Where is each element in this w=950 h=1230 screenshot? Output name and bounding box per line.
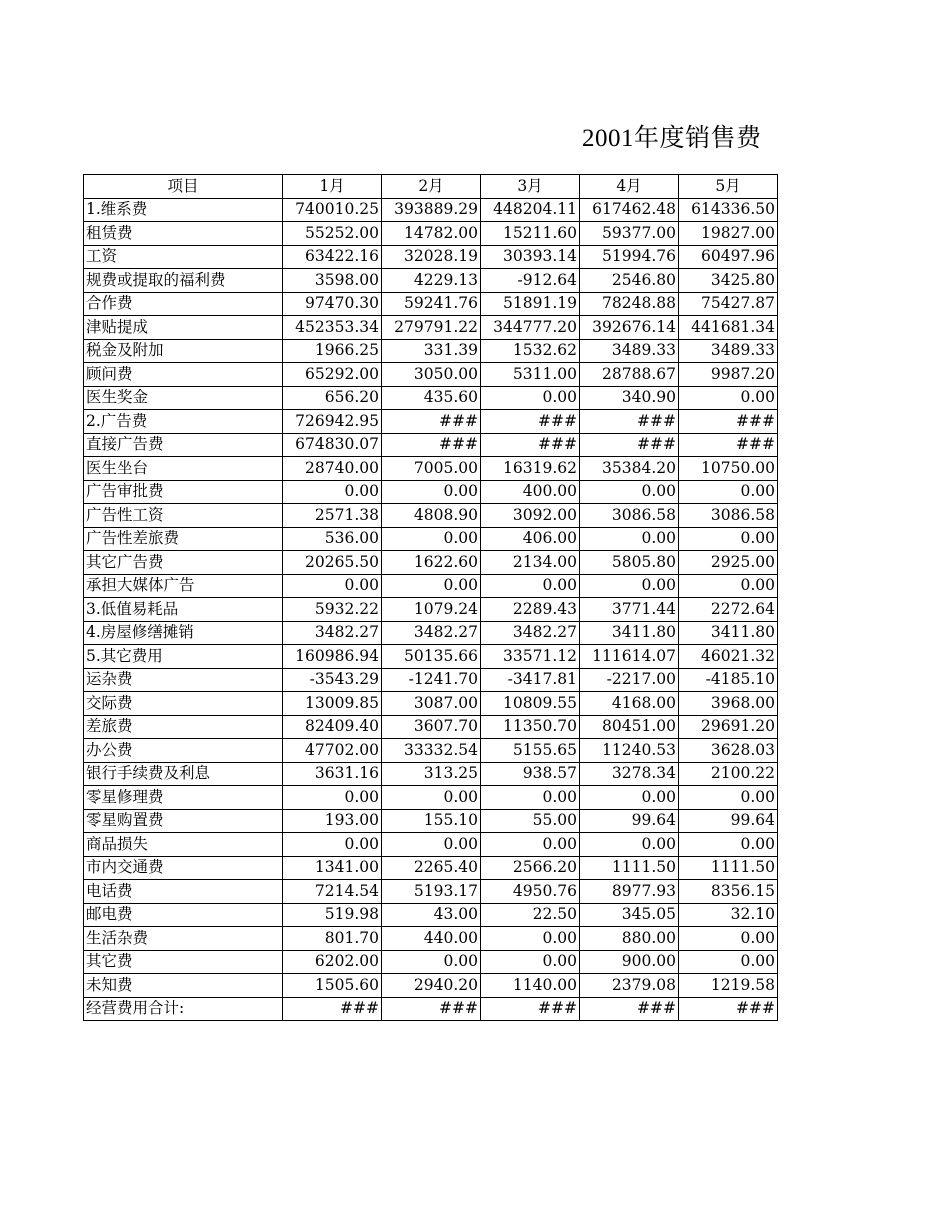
- value-cell-month-4[interactable]: 3771.44: [580, 598, 679, 622]
- value-cell-month-5[interactable]: 614336.50: [679, 198, 778, 222]
- value-cell-month-5[interactable]: 99.64: [679, 809, 778, 833]
- table-row: [84, 527, 778, 551]
- value-cell-month-3[interactable]: 33571.12: [481, 645, 580, 669]
- row-label-cell[interactable]: 广告性差旅费: [84, 527, 283, 551]
- value-cell-month-4[interactable]: 3278.34: [580, 762, 679, 786]
- value-cell-month-2[interactable]: 50135.66: [382, 645, 481, 669]
- value-cell-month-2[interactable]: 33332.54: [382, 739, 481, 763]
- value-cell-month-3[interactable]: 51891.19: [481, 292, 580, 316]
- value-cell-month-4[interactable]: 78248.88: [580, 292, 679, 316]
- value-cell-month-3[interactable]: 2289.43: [481, 598, 580, 622]
- value-cell-month-5[interactable]: ###: [679, 997, 778, 1021]
- value-cell-month-4[interactable]: 0.00: [580, 833, 679, 857]
- value-cell-month-3[interactable]: 5311.00: [481, 363, 580, 387]
- value-cell-month-5[interactable]: 10750.00: [679, 457, 778, 481]
- expense-table: [83, 174, 778, 1021]
- value-cell-month-4[interactable]: 617462.48: [580, 198, 679, 222]
- value-cell-month-2[interactable]: 59241.76: [382, 292, 481, 316]
- table-row: [84, 856, 778, 880]
- value-cell-month-4[interactable]: 111614.07: [580, 645, 679, 669]
- value-cell-month-3[interactable]: 3092.00: [481, 504, 580, 528]
- value-cell-month-5[interactable]: 3086.58: [679, 504, 778, 528]
- table-row: [84, 950, 778, 974]
- header-month-1[interactable]: 1月: [283, 175, 382, 199]
- value-cell-month-1[interactable]: 656.20: [283, 386, 382, 410]
- value-cell-month-5[interactable]: 0.00: [679, 833, 778, 857]
- value-cell-month-5[interactable]: ###: [679, 410, 778, 434]
- table-row: [84, 269, 778, 293]
- value-cell-month-3[interactable]: 0.00: [481, 386, 580, 410]
- table-row: [84, 880, 778, 904]
- value-cell-month-3[interactable]: -912.64: [481, 269, 580, 293]
- row-label-cell[interactable]: 商品损失: [84, 833, 283, 857]
- value-cell-month-2[interactable]: 313.25: [382, 762, 481, 786]
- value-cell-month-2[interactable]: 279791.22: [382, 316, 481, 340]
- value-cell-month-2[interactable]: 5193.17: [382, 880, 481, 904]
- value-cell-month-1[interactable]: 1341.00: [283, 856, 382, 880]
- value-cell-month-1[interactable]: ###: [283, 997, 382, 1021]
- value-cell-month-5[interactable]: 75427.87: [679, 292, 778, 316]
- row-label-cell[interactable]: 3.低值易耗品: [84, 598, 283, 622]
- value-cell-month-4[interactable]: ###: [580, 997, 679, 1021]
- row-label-cell[interactable]: 顾问费: [84, 363, 283, 387]
- row-label-cell[interactable]: 零星购置费: [84, 809, 283, 833]
- value-cell-month-3[interactable]: 4950.76: [481, 880, 580, 904]
- table-row: [84, 363, 778, 387]
- value-cell-month-2[interactable]: 2940.20: [382, 974, 481, 998]
- value-cell-month-1[interactable]: 82409.40: [283, 715, 382, 739]
- value-cell-month-1[interactable]: 0.00: [283, 480, 382, 504]
- table-row: [84, 410, 778, 434]
- value-cell-month-4[interactable]: 900.00: [580, 950, 679, 974]
- value-cell-month-3[interactable]: 938.57: [481, 762, 580, 786]
- value-cell-month-5[interactable]: 9987.20: [679, 363, 778, 387]
- value-cell-month-4[interactable]: 340.90: [580, 386, 679, 410]
- value-cell-month-4[interactable]: 11240.53: [580, 739, 679, 763]
- value-cell-month-4[interactable]: 1111.50: [580, 856, 679, 880]
- table-row: [84, 222, 778, 246]
- value-cell-month-5[interactable]: 3968.00: [679, 692, 778, 716]
- value-cell-month-5[interactable]: 2925.00: [679, 551, 778, 575]
- value-cell-month-2[interactable]: ###: [382, 997, 481, 1021]
- value-cell-month-4[interactable]: 99.64: [580, 809, 679, 833]
- value-cell-month-5[interactable]: 0.00: [679, 786, 778, 810]
- value-cell-month-3[interactable]: 3482.27: [481, 621, 580, 645]
- value-cell-month-4[interactable]: 392676.14: [580, 316, 679, 340]
- value-cell-month-5[interactable]: 0.00: [679, 527, 778, 551]
- value-cell-month-5[interactable]: 3489.33: [679, 339, 778, 363]
- value-cell-month-5[interactable]: 3425.80: [679, 269, 778, 293]
- value-cell-month-3[interactable]: 0.00: [481, 927, 580, 951]
- value-cell-month-1[interactable]: -3543.29: [283, 668, 382, 692]
- value-cell-month-3[interactable]: 5155.65: [481, 739, 580, 763]
- row-label-cell[interactable]: 税金及附加: [84, 339, 283, 363]
- value-cell-month-5[interactable]: ###: [679, 433, 778, 457]
- row-label-cell[interactable]: 差旅费: [84, 715, 283, 739]
- table-row: [84, 551, 778, 575]
- value-cell-month-5[interactable]: 60497.96: [679, 245, 778, 269]
- value-cell-month-1[interactable]: 801.70: [283, 927, 382, 951]
- value-cell-month-3[interactable]: 10809.55: [481, 692, 580, 716]
- value-cell-month-1[interactable]: 0.00: [283, 833, 382, 857]
- value-cell-month-1[interactable]: 63422.16: [283, 245, 382, 269]
- value-cell-month-1[interactable]: 740010.25: [283, 198, 382, 222]
- value-cell-month-5[interactable]: 19827.00: [679, 222, 778, 246]
- value-cell-month-2[interactable]: 3482.27: [382, 621, 481, 645]
- value-cell-month-1[interactable]: 20265.50: [283, 551, 382, 575]
- table-row: [84, 739, 778, 763]
- table-row: [84, 504, 778, 528]
- table-row: [84, 316, 778, 340]
- row-label-cell[interactable]: 租赁费: [84, 222, 283, 246]
- row-label-cell[interactable]: 零星修理费: [84, 786, 283, 810]
- value-cell-month-2[interactable]: 0.00: [382, 480, 481, 504]
- row-label-cell[interactable]: 医生坐台: [84, 457, 283, 481]
- header-month-3[interactable]: 3月: [481, 175, 580, 199]
- value-cell-month-5[interactable]: 0.00: [679, 480, 778, 504]
- value-cell-month-5[interactable]: 3411.80: [679, 621, 778, 645]
- row-label-cell[interactable]: 广告性工资: [84, 504, 283, 528]
- value-cell-month-4[interactable]: 51994.76: [580, 245, 679, 269]
- table-row: [84, 903, 778, 927]
- value-cell-month-2[interactable]: 0.00: [382, 833, 481, 857]
- row-label-cell[interactable]: 5.其它费用: [84, 645, 283, 669]
- row-label-cell[interactable]: 其它费: [84, 950, 283, 974]
- table-row: [84, 762, 778, 786]
- value-cell-month-1[interactable]: 193.00: [283, 809, 382, 833]
- table-row: [84, 339, 778, 363]
- value-cell-month-3[interactable]: ###: [481, 410, 580, 434]
- value-cell-month-1[interactable]: 65292.00: [283, 363, 382, 387]
- table-row: [84, 786, 778, 810]
- value-cell-month-3[interactable]: 2566.20: [481, 856, 580, 880]
- value-cell-month-1[interactable]: 2571.38: [283, 504, 382, 528]
- table-row: [84, 645, 778, 669]
- value-cell-month-3[interactable]: ###: [481, 997, 580, 1021]
- value-cell-month-1[interactable]: 160986.94: [283, 645, 382, 669]
- value-cell-month-3[interactable]: 11350.70: [481, 715, 580, 739]
- value-cell-month-4[interactable]: 8977.93: [580, 880, 679, 904]
- header-month-2[interactable]: 2月: [382, 175, 481, 199]
- table-row: [84, 598, 778, 622]
- value-cell-month-5[interactable]: 2272.64: [679, 598, 778, 622]
- value-cell-month-2[interactable]: ###: [382, 433, 481, 457]
- value-cell-month-5[interactable]: 0.00: [679, 927, 778, 951]
- value-cell-month-2[interactable]: 4229.13: [382, 269, 481, 293]
- value-cell-month-3[interactable]: 448204.11: [481, 198, 580, 222]
- value-cell-month-5[interactable]: 2100.22: [679, 762, 778, 786]
- row-label-cell[interactable]: 运杂费: [84, 668, 283, 692]
- value-cell-month-3[interactable]: 15211.60: [481, 222, 580, 246]
- value-cell-month-5[interactable]: 46021.32: [679, 645, 778, 669]
- value-cell-month-3[interactable]: 16319.62: [481, 457, 580, 481]
- table-row: [84, 245, 778, 269]
- value-cell-month-3[interactable]: 0.00: [481, 574, 580, 598]
- value-cell-month-1[interactable]: 3631.16: [283, 762, 382, 786]
- row-label-cell[interactable]: 规费或提取的福利费: [84, 269, 283, 293]
- value-cell-month-4[interactable]: ###: [580, 433, 679, 457]
- table-row: [84, 668, 778, 692]
- value-cell-month-5[interactable]: 0.00: [679, 574, 778, 598]
- sheet-title: 2001年度销售费: [582, 125, 762, 152]
- row-label-cell[interactable]: 医生奖金: [84, 386, 283, 410]
- value-cell-month-3[interactable]: 0.00: [481, 786, 580, 810]
- row-label-cell[interactable]: 办公费: [84, 739, 283, 763]
- table-row: [84, 386, 778, 410]
- value-cell-month-4[interactable]: 4168.00: [580, 692, 679, 716]
- value-cell-month-4[interactable]: 80451.00: [580, 715, 679, 739]
- row-label-cell[interactable]: 2.广告费: [84, 410, 283, 434]
- value-cell-month-5[interactable]: 1219.58: [679, 974, 778, 998]
- value-cell-month-1[interactable]: 0.00: [283, 786, 382, 810]
- row-label-cell[interactable]: 电话费: [84, 880, 283, 904]
- value-cell-month-2[interactable]: 0.00: [382, 950, 481, 974]
- row-label-cell[interactable]: 直接广告费: [84, 433, 283, 457]
- value-cell-month-1[interactable]: 97470.30: [283, 292, 382, 316]
- value-cell-month-3[interactable]: 55.00: [481, 809, 580, 833]
- table-row: [84, 715, 778, 739]
- table-row: [84, 198, 778, 222]
- value-cell-month-5[interactable]: 0.00: [679, 950, 778, 974]
- row-label-cell[interactable]: 工资: [84, 245, 283, 269]
- value-cell-month-1[interactable]: 519.98: [283, 903, 382, 927]
- value-cell-month-2[interactable]: 3607.70: [382, 715, 481, 739]
- row-label-cell[interactable]: 交际费: [84, 692, 283, 716]
- table-row: [84, 927, 778, 951]
- value-cell-month-5[interactable]: -4185.10: [679, 668, 778, 692]
- value-cell-month-1[interactable]: 3598.00: [283, 269, 382, 293]
- value-cell-month-4[interactable]: 35384.20: [580, 457, 679, 481]
- value-cell-month-3[interactable]: ###: [481, 433, 580, 457]
- value-cell-month-3[interactable]: 400.00: [481, 480, 580, 504]
- value-cell-month-2[interactable]: -1241.70: [382, 668, 481, 692]
- row-label-cell[interactable]: 市内交通费: [84, 856, 283, 880]
- value-cell-month-1[interactable]: 0.00: [283, 574, 382, 598]
- table-row: [84, 292, 778, 316]
- table-row: [84, 621, 778, 645]
- value-cell-month-4[interactable]: 2546.80: [580, 269, 679, 293]
- row-label-cell[interactable]: 其它广告费: [84, 551, 283, 575]
- header-item[interactable]: 项目: [84, 175, 283, 199]
- value-cell-month-1[interactable]: 1966.25: [283, 339, 382, 363]
- value-cell-month-5[interactable]: 32.10: [679, 903, 778, 927]
- value-cell-month-2[interactable]: 0.00: [382, 574, 481, 598]
- value-cell-month-1[interactable]: 6202.00: [283, 950, 382, 974]
- header-row: [84, 175, 778, 199]
- value-cell-month-4[interactable]: ###: [580, 410, 679, 434]
- value-cell-month-4[interactable]: 0.00: [580, 527, 679, 551]
- row-label-cell[interactable]: 银行手续费及利息: [84, 762, 283, 786]
- value-cell-month-5[interactable]: 1111.50: [679, 856, 778, 880]
- value-cell-month-1[interactable]: 536.00: [283, 527, 382, 551]
- row-label-cell[interactable]: 津贴提成: [84, 316, 283, 340]
- value-cell-month-1[interactable]: 5932.22: [283, 598, 382, 622]
- value-cell-month-4[interactable]: 0.00: [580, 574, 679, 598]
- value-cell-month-3[interactable]: 0.00: [481, 833, 580, 857]
- value-cell-month-2[interactable]: 43.00: [382, 903, 481, 927]
- value-cell-month-1[interactable]: 28740.00: [283, 457, 382, 481]
- value-cell-month-2[interactable]: 393889.29: [382, 198, 481, 222]
- value-cell-month-2[interactable]: 155.10: [382, 809, 481, 833]
- value-cell-month-1[interactable]: 7214.54: [283, 880, 382, 904]
- row-label-cell[interactable]: 1.维系费: [84, 198, 283, 222]
- value-cell-month-3[interactable]: 2134.00: [481, 551, 580, 575]
- value-cell-month-5[interactable]: 441681.34: [679, 316, 778, 340]
- value-cell-month-3[interactable]: 30393.14: [481, 245, 580, 269]
- value-cell-month-3[interactable]: 1532.62: [481, 339, 580, 363]
- header-month-4[interactable]: 4月: [580, 175, 679, 199]
- row-label-cell[interactable]: 经营费用合计:: [84, 997, 283, 1021]
- value-cell-month-5[interactable]: 29691.20: [679, 715, 778, 739]
- value-cell-month-3[interactable]: 406.00: [481, 527, 580, 551]
- value-cell-month-5[interactable]: 8356.15: [679, 880, 778, 904]
- value-cell-month-4[interactable]: 3086.58: [580, 504, 679, 528]
- value-cell-month-1[interactable]: 13009.85: [283, 692, 382, 716]
- row-label-cell[interactable]: 生活杂费: [84, 927, 283, 951]
- value-cell-month-4[interactable]: 880.00: [580, 927, 679, 951]
- value-cell-month-4[interactable]: 5805.80: [580, 551, 679, 575]
- table-row: [84, 997, 778, 1021]
- value-cell-month-2[interactable]: 1079.24: [382, 598, 481, 622]
- value-cell-month-4[interactable]: 3489.33: [580, 339, 679, 363]
- value-cell-month-4[interactable]: 0.00: [580, 786, 679, 810]
- value-cell-month-1[interactable]: 674830.07: [283, 433, 382, 457]
- table-row: [84, 574, 778, 598]
- table-row: [84, 692, 778, 716]
- value-cell-month-2[interactable]: 1622.60: [382, 551, 481, 575]
- value-cell-month-2[interactable]: 4808.90: [382, 504, 481, 528]
- value-cell-month-2[interactable]: ###: [382, 410, 481, 434]
- value-cell-month-2[interactable]: 440.00: [382, 927, 481, 951]
- value-cell-month-2[interactable]: 0.00: [382, 527, 481, 551]
- value-cell-month-1[interactable]: 55252.00: [283, 222, 382, 246]
- value-cell-month-2[interactable]: 0.00: [382, 786, 481, 810]
- row-label-cell[interactable]: 未知费: [84, 974, 283, 998]
- row-label-cell[interactable]: 承担大媒体广告: [84, 574, 283, 598]
- value-cell-month-4[interactable]: 345.05: [580, 903, 679, 927]
- table-body: [84, 198, 778, 1021]
- value-cell-month-4[interactable]: 2379.08: [580, 974, 679, 998]
- value-cell-month-2[interactable]: 331.39: [382, 339, 481, 363]
- value-cell-month-4[interactable]: 59377.00: [580, 222, 679, 246]
- value-cell-month-4[interactable]: 3411.80: [580, 621, 679, 645]
- table-row: [84, 974, 778, 998]
- value-cell-month-3[interactable]: -3417.81: [481, 668, 580, 692]
- value-cell-month-5[interactable]: 3628.03: [679, 739, 778, 763]
- value-cell-month-4[interactable]: -2217.00: [580, 668, 679, 692]
- value-cell-month-1[interactable]: 1505.60: [283, 974, 382, 998]
- value-cell-month-1[interactable]: 47702.00: [283, 739, 382, 763]
- row-label-cell[interactable]: 广告审批费: [84, 480, 283, 504]
- table-row: [84, 809, 778, 833]
- row-label-cell[interactable]: 4.房屋修缮摊销: [84, 621, 283, 645]
- value-cell-month-2[interactable]: 3087.00: [382, 692, 481, 716]
- value-cell-month-3[interactable]: 344777.20: [481, 316, 580, 340]
- value-cell-month-3[interactable]: 1140.00: [481, 974, 580, 998]
- value-cell-month-2[interactable]: 3050.00: [382, 363, 481, 387]
- table-row: [84, 433, 778, 457]
- row-label-cell[interactable]: 邮电费: [84, 903, 283, 927]
- value-cell-month-1[interactable]: 452353.34: [283, 316, 382, 340]
- value-cell-month-5[interactable]: 0.00: [679, 386, 778, 410]
- value-cell-month-1[interactable]: 726942.95: [283, 410, 382, 434]
- table-row: [84, 457, 778, 481]
- value-cell-month-2[interactable]: 435.60: [382, 386, 481, 410]
- table-row: [84, 480, 778, 504]
- header-month-5[interactable]: 5月: [679, 175, 778, 199]
- value-cell-month-1[interactable]: 3482.27: [283, 621, 382, 645]
- value-cell-month-4[interactable]: 28788.67: [580, 363, 679, 387]
- value-cell-month-2[interactable]: 2265.40: [382, 856, 481, 880]
- value-cell-month-2[interactable]: 14782.00: [382, 222, 481, 246]
- value-cell-month-3[interactable]: 0.00: [481, 950, 580, 974]
- value-cell-month-3[interactable]: 22.50: [481, 903, 580, 927]
- table-row: [84, 833, 778, 857]
- value-cell-month-2[interactable]: 32028.19: [382, 245, 481, 269]
- value-cell-month-4[interactable]: 0.00: [580, 480, 679, 504]
- row-label-cell[interactable]: 合作费: [84, 292, 283, 316]
- value-cell-month-2[interactable]: 7005.00: [382, 457, 481, 481]
